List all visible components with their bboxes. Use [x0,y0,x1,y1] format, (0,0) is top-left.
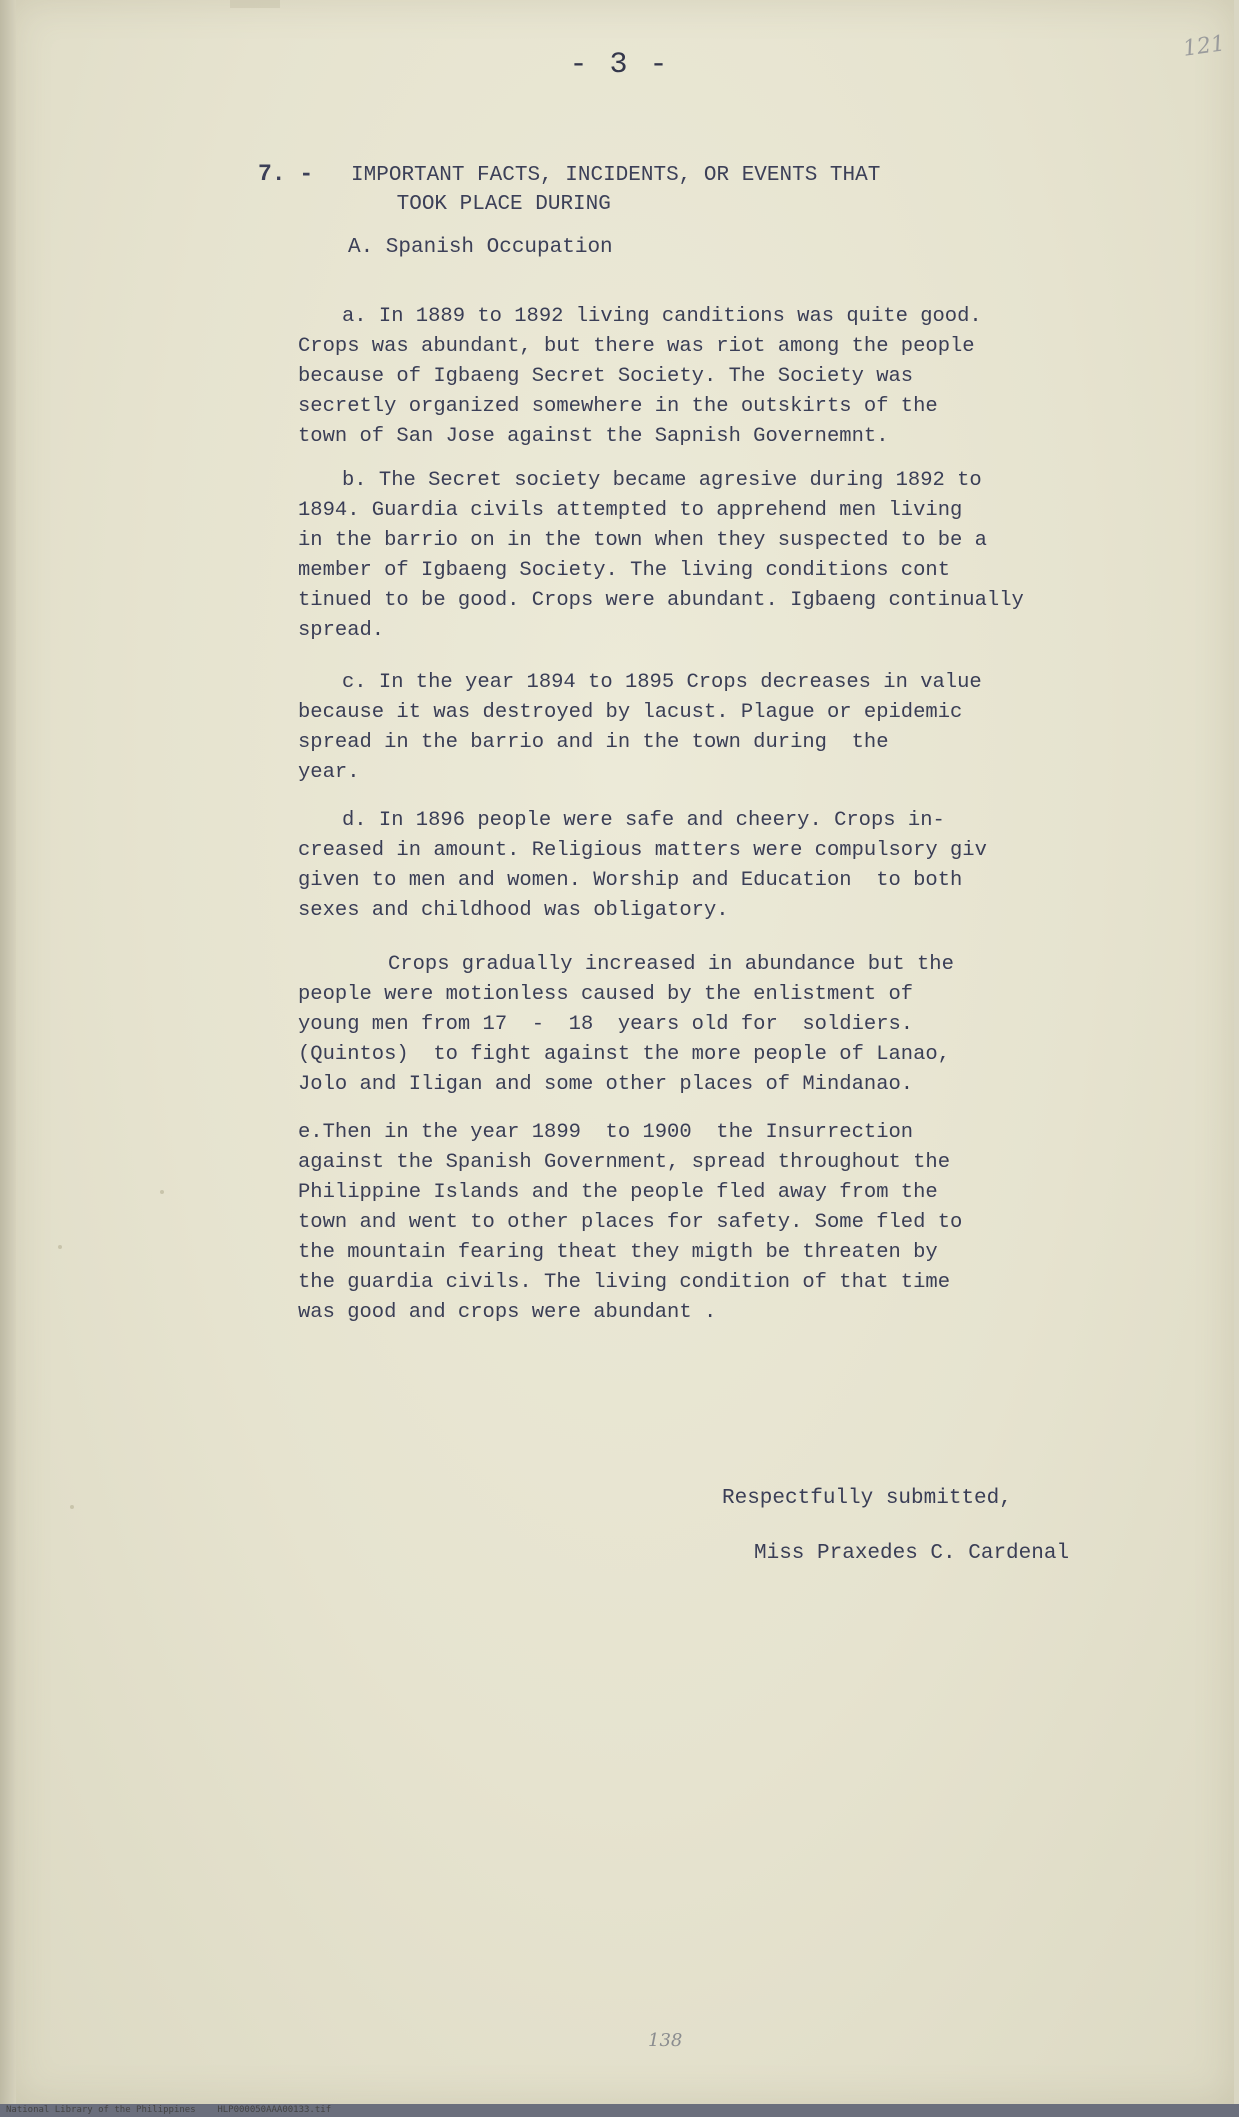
archive-footer-stamp: National Library of the Philippines HLP000050AAA00133.tif [6,2105,332,2115]
subsection-title: A. Spanish Occupation [348,236,613,259]
paragraph-line: spread in the barrio and in the town during the [298,731,889,754]
paragraph-line: sexes and childhood was obligatory. [298,899,729,922]
paper-speck [160,1190,164,1194]
tape-mark [230,0,280,8]
paragraph-d [298,806,1158,926]
paragraph-line: Philippine Islands and the people fled away from the [298,1181,938,1204]
paragraph-line: c. In the year 1894 to 1895 Crops decreases in value [342,671,982,694]
page-number: - 3 - [569,48,670,82]
paragraph-line: d. In 1896 people were safe and cheery. Crops in- [342,809,945,832]
paragraph-line: because it was destroyed by lacust. Plague or epidemic [298,701,963,724]
paragraph-b [298,466,1158,646]
paper-speck [58,1245,62,1249]
page-left-edge [0,0,16,2104]
paragraph-line: 1894. Guardia civils attempted to apprehend men living [298,499,963,522]
paragraph-line: Crops was abundant, but there was riot among the people [298,335,975,358]
paragraph-line: creased in amount. Religious matters were compulsory giv [298,839,987,862]
closing-line: Respectfully submitted, [722,1487,1012,1510]
paragraph-line: Crops gradually increased in abundance but the [388,953,954,976]
heading-number: 7. - [258,161,314,187]
paragraph-line: town and went to other places for safety. Some fled to [298,1211,963,1234]
paragraph-e [298,1118,1158,1328]
paragraph-line: people were motionless caused by the enlistment of [298,983,914,1006]
paper-speck [70,1505,74,1509]
heading-line-2: TOOK PLACE DURING [396,193,611,216]
handwritten-bottom-note: 138 [648,2030,683,2051]
paragraph-line: young men from 17 - 18 years old for soldiers. [298,1013,914,1036]
heading-line-1: IMPORTANT FACTS, INCIDENTS, OR EVENTS THAT [351,164,881,187]
paragraph-line: because of Igbaeng Secret Society. The Society was [298,365,914,388]
paragraph-line: spread. [298,619,385,642]
paragraph-c [298,668,1158,788]
paragraph-line: in the barrio on in the town when they suspected to be a [298,529,987,552]
signatory-name: Miss Praxedes C. Cardenal [754,1542,1070,1565]
paragraph-line: given to men and women. Worship and Education to both [298,869,963,892]
paragraph-line: year. [298,761,360,784]
paragraph-line: e.Then in the year 1899 to 1900 the Insurrection [298,1121,914,1144]
paragraph-line: a. In 1889 to 1892 living canditions was quite good. [342,305,982,328]
paragraph-line: (Quintos) to fight against the more people of Lanao, [298,1043,951,1066]
paragraph-line: the mountain fearing theat they migth be threaten by [298,1241,938,1264]
paragraph-line: b. The Secret society became agresive during 1892 to [342,469,982,492]
paragraph-line: town of San Jose against the Sapnish Governemnt. [298,425,889,448]
paragraph-line: against the Spanish Government, spread throughout the [298,1151,951,1174]
paragraph-line: the guardia civils. The living condition of that time [298,1271,951,1294]
handwritten-page-note: 121 [1181,31,1227,62]
section-heading [258,160,880,219]
paragraph-line: tinued to be good. Crops were abundant. Igbaeng continually [298,589,1024,612]
paragraph-line: secretly organized somewhere in the outskirts of the [298,395,938,418]
paragraph-d-continued [298,950,1158,1100]
paragraph-a [298,302,1158,452]
paragraph-line: member of Igbaeng Society. The living conditions cont [298,559,951,582]
paragraph-line: Jolo and Iligan and some other places of Mindanao. [298,1073,914,1096]
paragraph-line: was good and crops were abundant . [298,1301,717,1324]
